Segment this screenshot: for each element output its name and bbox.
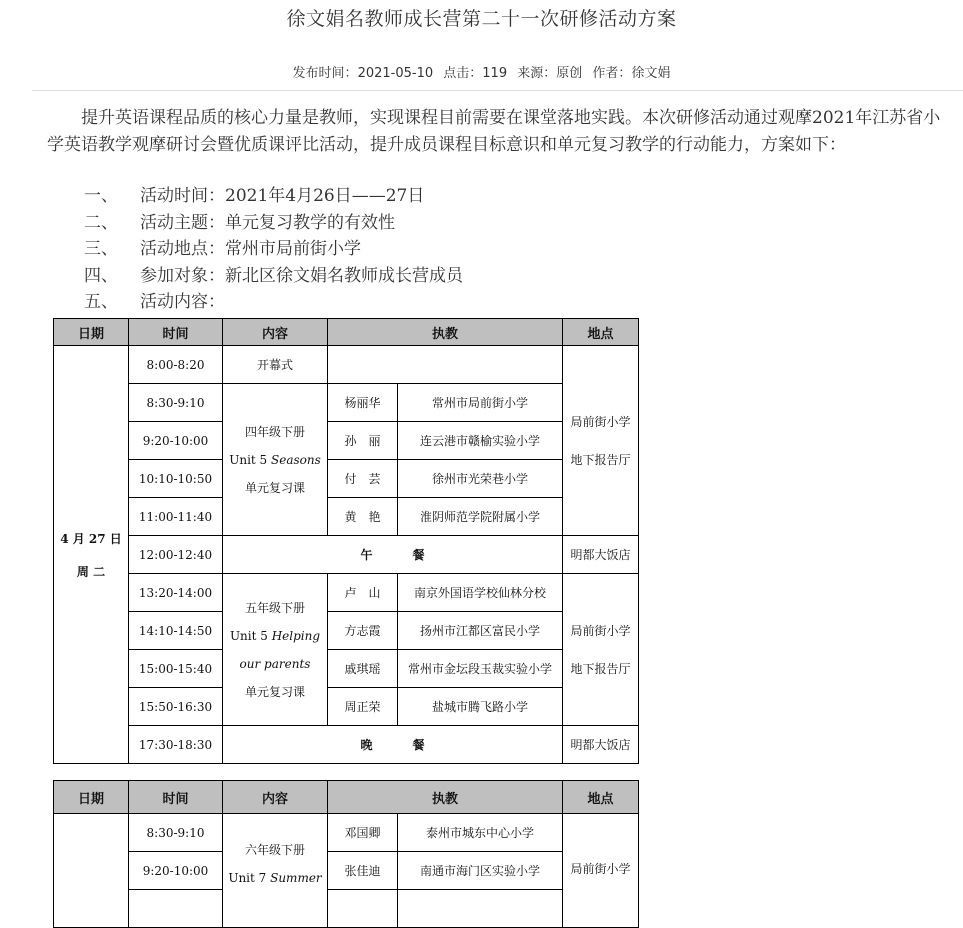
teacher-school: 常州市金坛段玉裁实验小学	[398, 650, 563, 688]
teacher-name: 孙 丽	[328, 422, 398, 460]
schedule-table-day2	[53, 780, 639, 928]
teacher-school: 徐州市光荣巷小学	[398, 460, 563, 498]
schedule-table-day1	[53, 318, 639, 764]
table-row	[54, 852, 639, 890]
place-cell: 局前街小学 地下报告厅	[563, 574, 639, 726]
place-cell: 局前街小学	[563, 814, 639, 928]
list-item: 一、 活动时间：2021年4月26日——27日	[84, 186, 425, 206]
teacher-name: 周正荣	[328, 688, 398, 726]
article-meta	[0, 62, 963, 81]
content-cell: 五年级下册 Unit 5 Helping our parents 单元复习课	[223, 574, 328, 726]
header-teacher: 执教	[328, 319, 563, 346]
teacher-school: 南京外国语学校仙林分校	[398, 574, 563, 612]
teacher-school: 南通市海门区实验小学	[398, 852, 563, 890]
teacher-name: 杨丽华	[328, 384, 398, 422]
teacher-name: 邓国卿	[328, 814, 398, 852]
table-row	[54, 890, 639, 928]
time-cell: 8:30-9:10	[129, 814, 223, 852]
table-row	[54, 726, 639, 764]
header-teacher: 执教	[328, 781, 563, 814]
table-header-row	[54, 319, 639, 346]
table-row	[54, 612, 639, 650]
header-time: 时间	[129, 781, 223, 814]
content-cell: 六年级下册 Unit 7 Summer	[223, 814, 328, 928]
teacher-school: 泰州市城东中心小学	[398, 814, 563, 852]
dinner-cell: 晚 餐	[223, 726, 563, 764]
teacher-name	[328, 890, 398, 928]
teacher-school: 扬州市江都区富民小学	[398, 612, 563, 650]
author-info: 作者：徐文娟	[592, 66, 671, 81]
time-cell: 14:10-14:50	[129, 612, 223, 650]
table-row	[54, 422, 639, 460]
teacher-school: 常州市局前街小学	[398, 384, 563, 422]
divider	[32, 90, 963, 91]
table-row	[54, 384, 639, 422]
plan-list	[84, 183, 463, 316]
table-row	[54, 574, 639, 612]
table-row	[54, 650, 639, 688]
time-cell: 15:50-16:30	[129, 688, 223, 726]
publish-info: 发布时间：2021-05-10	[292, 66, 434, 81]
source-info: 来源：原创	[517, 66, 583, 81]
teacher-name: 付 芸	[328, 460, 398, 498]
teacher-name: 卢 山	[328, 574, 398, 612]
intro-paragraph: 提升英语课程品质的核心力量是教师，实现课程目前需要在课堂落地实践。本次研修活动通过观摩2021年江苏省小学英语教学观摩研讨会暨优质课评比活动，提升成员课程目标意识和单元复习教学的行动能力，方案如下：	[47, 108, 941, 155]
teacher-name: 张佳迪	[328, 852, 398, 890]
table-row	[54, 536, 639, 574]
time-cell: 15:00-15:40	[129, 650, 223, 688]
header-date: 日期	[54, 319, 129, 346]
lunch-cell: 午 餐	[223, 536, 563, 574]
table-row	[54, 498, 639, 536]
header-place: 地点	[563, 781, 639, 814]
date-cell	[54, 814, 129, 928]
teacher-name: 戚琪瑶	[328, 650, 398, 688]
date-cell: 4 月 27 日 周 二	[54, 346, 129, 764]
header-time: 时间	[129, 319, 223, 346]
teacher-name: 方志霞	[328, 612, 398, 650]
time-cell: 10:10-10:50	[129, 460, 223, 498]
header-content: 内容	[223, 319, 328, 346]
header-place: 地点	[563, 319, 639, 346]
list-item: 四、 参加对象：新北区徐文娟名教师成长营成员	[84, 265, 463, 286]
time-cell: 8:30-9:10	[129, 384, 223, 422]
click-count: 点击：119	[443, 66, 508, 81]
table-row	[54, 346, 639, 384]
teacher-school: 盐城市腾飞路小学	[398, 688, 563, 726]
time-cell: 11:00-11:40	[129, 498, 223, 536]
teacher-cell	[328, 346, 563, 384]
header-date: 日期	[54, 781, 129, 814]
content-cell: 四年级下册 Unit 5 Seasons 单元复习课	[223, 384, 328, 536]
header-content: 内容	[223, 781, 328, 814]
time-cell: 9:20-10:00	[129, 852, 223, 890]
article-title: 徐文娟名教师成长营第二十一次研修活动方案	[286, 8, 677, 30]
list-item: 五、 活动内容：	[84, 292, 225, 312]
teacher-school	[398, 890, 563, 928]
time-cell: 13:20-14:00	[129, 574, 223, 612]
teacher-school: 淮阴师范学院附属小学	[398, 498, 563, 536]
time-cell	[129, 890, 223, 928]
time-cell: 8:00-8:20	[129, 346, 223, 384]
time-cell: 12:00-12:40	[129, 536, 223, 574]
list-item: 二、 活动主题：单元复习教学的有效性	[84, 212, 395, 233]
place-cell: 明都大饭店	[563, 536, 639, 574]
teacher-school: 连云港市赣榆实验小学	[398, 422, 563, 460]
time-cell: 9:20-10:00	[129, 422, 223, 460]
content-cell: 开幕式	[223, 346, 328, 384]
table-row	[54, 814, 639, 852]
teacher-name: 黄 艳	[328, 498, 398, 536]
table-header-row	[54, 781, 639, 814]
time-cell: 17:30-18:30	[129, 726, 223, 764]
place-cell: 明都大饭店	[563, 726, 639, 764]
list-item: 三、 活动地点：常州市局前街小学	[84, 239, 361, 259]
table-row	[54, 688, 639, 726]
article-intro	[47, 105, 947, 158]
place-cell: 局前街小学 地下报告厅	[563, 346, 639, 536]
table-row	[54, 460, 639, 498]
